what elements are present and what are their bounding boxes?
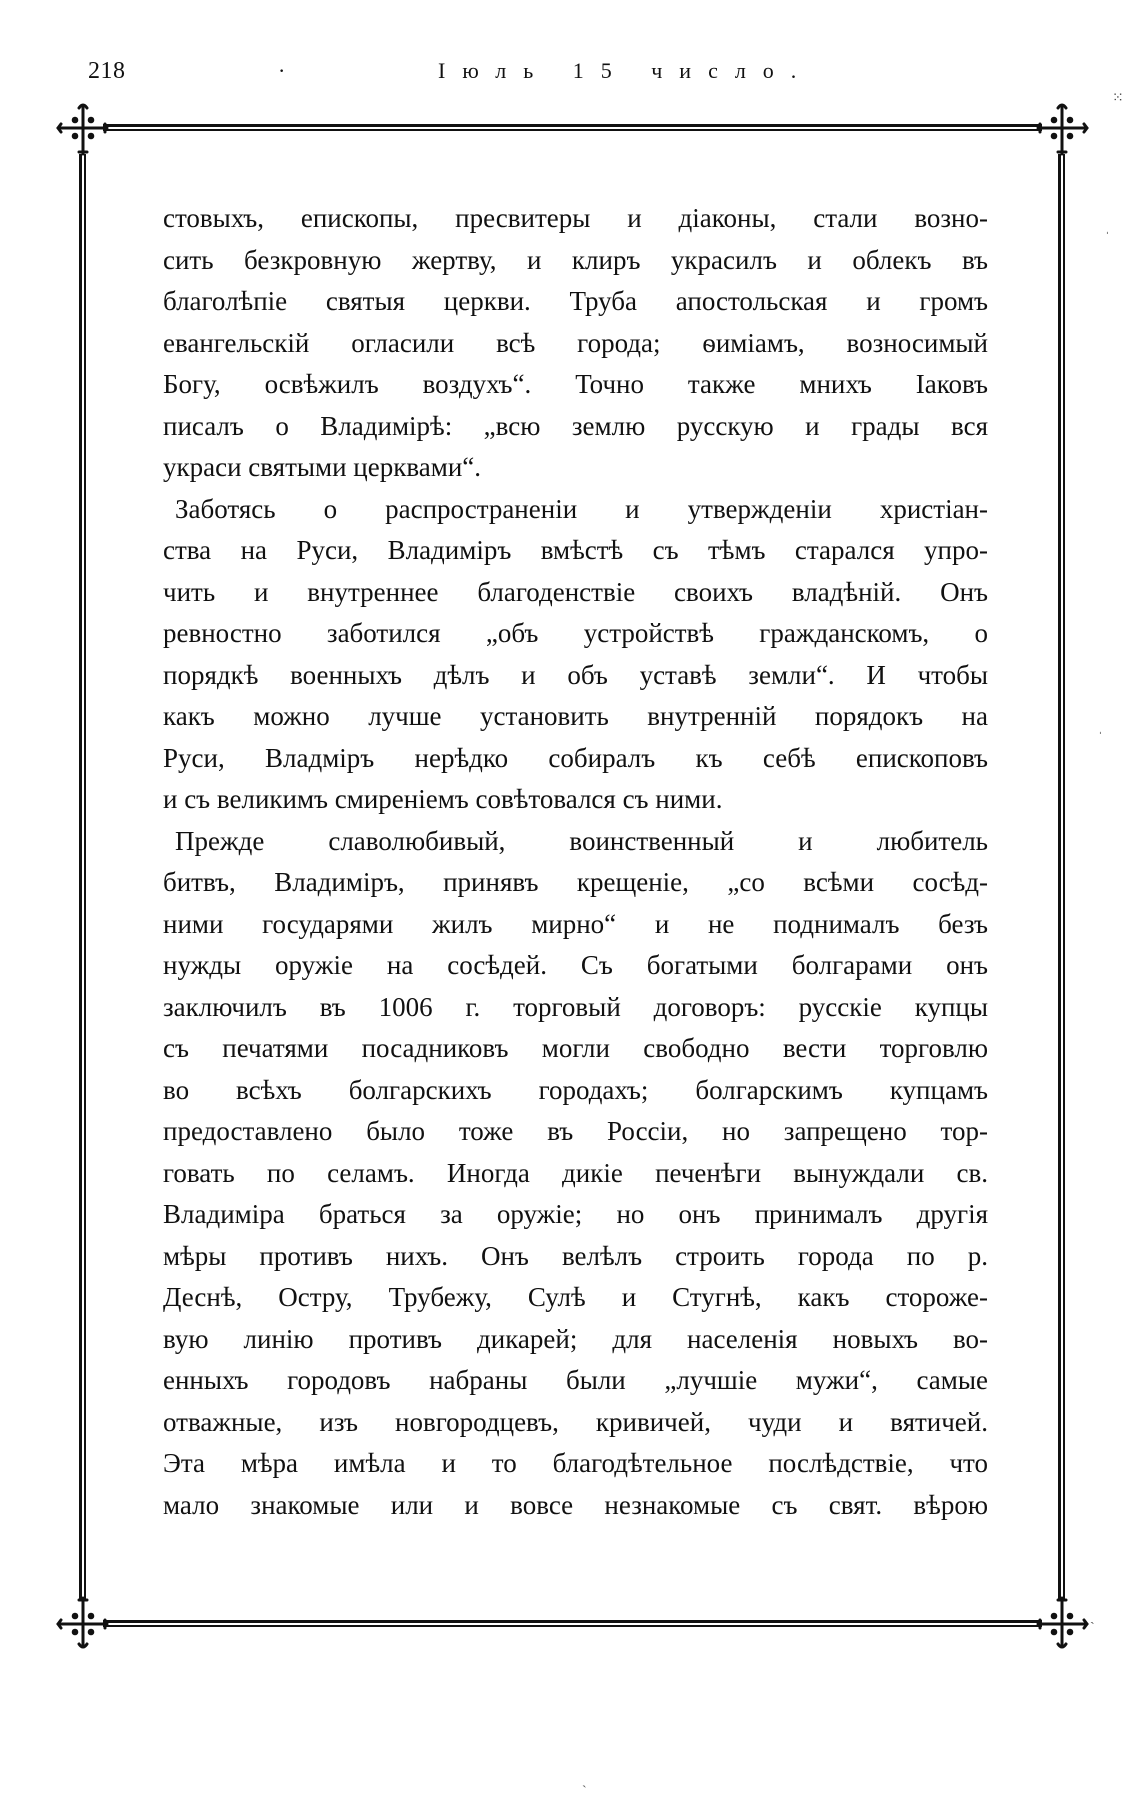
text-line: Прежде славолюбивый, воинственный и любитель xyxy=(175,825,988,856)
stray-ink-mark: ˏ xyxy=(1090,1610,1095,1625)
page-number: 218 xyxy=(88,58,126,84)
fleur-cross-ornament-icon xyxy=(1034,100,1090,156)
text-line: какъ можно лучше установить внутренній порядокъ на xyxy=(163,701,988,731)
running-head xyxy=(88,58,988,98)
text-line: съ печатями посадниковъ могли свободно вести торговлю xyxy=(163,1033,988,1063)
stray-ink-mark: ˌ xyxy=(1098,720,1103,735)
border-right-rule xyxy=(1058,154,1066,1599)
text-line: стовыхъ, епископы, пресвитеры и діаконы, стали возно- xyxy=(163,203,988,233)
stray-ink-mark: ˌ xyxy=(1105,220,1110,235)
text-line: Заботясь о распространеніи и утвержденіи христіан- xyxy=(175,493,988,524)
text-line: Владиміра браться за оружіе; но онъ принималъ другія xyxy=(163,1199,988,1229)
text-line: ства на Руси, Владиміръ вмѣстѣ съ тѣмъ старался упро- xyxy=(163,535,988,565)
text-line: говать по селамъ. Иногда дикіе печенѣги вынуждали св. xyxy=(163,1157,988,1188)
text-line: мѣры противъ нихъ. Онъ велѣлъ строить города по р. xyxy=(163,1240,988,1271)
paragraph-2 xyxy=(163,489,988,821)
fleur-cross-ornament-icon xyxy=(55,100,111,156)
running-title: Іюль 15 число. xyxy=(438,58,814,83)
border-left-rule xyxy=(79,154,87,1599)
text-line: Богу, освѣжилъ воздухъ“. Точно также мнихъ Іаковъ xyxy=(163,369,988,399)
text-line: нужды оружіе на сосѣдей. Съ богатыми болгарами онъ xyxy=(163,950,988,980)
stray-ink-mark: ⁙ xyxy=(1112,91,1124,106)
text-line: писалъ о Владимірѣ: „всю землю русскую и грады вся xyxy=(163,410,988,441)
border-bottom-rule xyxy=(103,1620,1042,1628)
body-text xyxy=(163,198,988,1526)
fleur-cross-ornament-icon xyxy=(55,1596,111,1652)
header-dot: · xyxy=(278,58,286,83)
paragraph-1 xyxy=(163,198,988,489)
text-line: чить и внутреннее благоденствіе своихъ владѣній. Онъ xyxy=(163,576,988,607)
text-line: евангельскій огласили всѣ города; ѳиміамъ, возносимый xyxy=(163,327,988,358)
text-line: Эта мѣра имѣла и то благодѣтельное послѣдствіе, что xyxy=(163,1448,988,1478)
text-line: ними государями жилъ мирно“ и не поднималъ безъ xyxy=(163,908,988,939)
text-line: Руси, Владміръ нерѣдко собиралъ къ себѣ епископовъ xyxy=(163,742,988,773)
text-line: Деснѣ, Остру, Трубежу, Сулѣ и Стугнѣ, какъ стороже- xyxy=(163,1282,988,1312)
fleur-cross-ornament-icon xyxy=(1034,1596,1090,1652)
text-line: енныхъ городовъ набраны были „лучшіе мужи“, самые xyxy=(163,1365,988,1395)
text-line: и съ великимъ смиреніемъ совѣтовался съ ними. xyxy=(163,784,723,814)
text-line: заключилъ въ 1006 г. торговый договоръ: русскіе купцы xyxy=(163,991,988,1022)
border-top-rule xyxy=(103,124,1042,132)
text-line: отважные, изъ новгородцевъ, кривичей, чуди и вятичей. xyxy=(163,1406,988,1437)
text-line: ревностно заботился „объ устройствѣ гражданскомъ, о xyxy=(163,618,988,648)
text-line: благолѣпіе святыя церкви. Труба апостольская и громъ xyxy=(163,286,988,316)
text-line: мало знакомые или и вовсе незнакомые съ свят. вѣрою xyxy=(163,1489,988,1520)
text-line: украси святыми церквами“. xyxy=(163,452,482,482)
text-line: битвъ, Владиміръ, принявъ крещеніе, „со всѣми сосѣд- xyxy=(163,867,988,897)
text-line: порядкѣ военныхъ дѣлъ и объ уставѣ земли“. И чтобы xyxy=(163,659,988,690)
text-line: вую линію противъ дикарей; для населенія новыхъ во- xyxy=(163,1323,988,1354)
text-line: сить безкровную жертву, и клиръ украсилъ и облекъ въ xyxy=(163,244,988,275)
text-line: во всѣхъ болгарскихъ городахъ; болгарскимъ купцамъ xyxy=(163,1074,988,1105)
stray-ink-mark: ˋ xyxy=(582,1784,587,1799)
text-line: предоставлено было тоже въ Россіи, но запрещено тор- xyxy=(163,1116,988,1146)
paragraph-3 xyxy=(163,821,988,1527)
